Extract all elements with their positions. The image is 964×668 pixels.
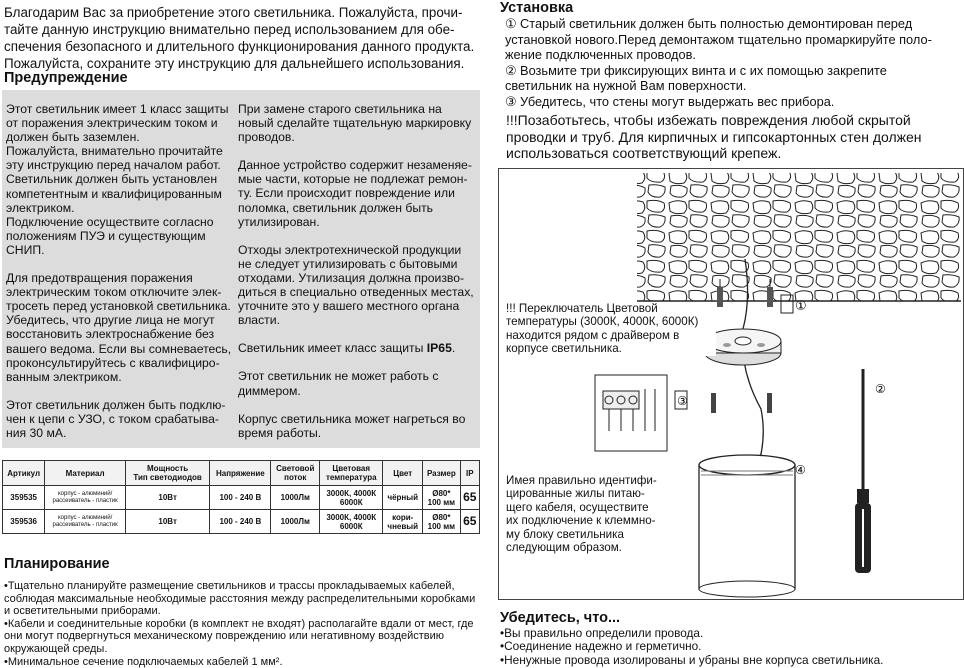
warning-paragraph bbox=[6, 271, 236, 384]
terminal-block bbox=[595, 375, 667, 451]
text-line: ② Возьмите три фиксирующих винта и с их помощью закрепите bbox=[505, 62, 887, 78]
text-line: Данное устройство содержит незаменяе- bbox=[238, 158, 472, 173]
marker-3: ③ bbox=[677, 394, 688, 408]
text-line: компетентным и квалифицированным bbox=[6, 186, 222, 201]
text-line: мые части, которые не подлежат ремон- bbox=[238, 172, 468, 187]
text-line: время работы. bbox=[238, 425, 322, 440]
warnings-column-1 bbox=[6, 102, 236, 454]
text-line: диммером. bbox=[238, 383, 301, 398]
text-line: жение подключенных проводов. bbox=[505, 47, 696, 63]
installation-steps bbox=[505, 16, 961, 110]
spec-table bbox=[2, 460, 480, 534]
text-line: светильник на нужной Вам поверхности. bbox=[505, 78, 747, 94]
text-line: восстановить электроснабжение без bbox=[6, 327, 215, 342]
spec-cell: 10Вт bbox=[125, 486, 209, 510]
ip-dot: . bbox=[451, 341, 456, 356]
marker-2: ② bbox=[875, 382, 886, 396]
marker-1: ① bbox=[795, 299, 807, 314]
text-line: Этот светильник не может работь с bbox=[238, 369, 439, 384]
text-line: •Ненужные провода изолированы и убраны вне корпуса светильника. bbox=[500, 652, 884, 667]
marker-4: ④ bbox=[795, 463, 806, 477]
warning-paragraph bbox=[238, 102, 476, 144]
text-line: следующим образом. bbox=[506, 541, 622, 555]
text-line: электриком. bbox=[6, 200, 75, 215]
text-line: Отходы электротехнической продукции bbox=[238, 242, 462, 257]
text-line: ③ Убедитесь, что стены могут выдержать вес прибора. bbox=[505, 93, 835, 109]
text-line: окружающей среды. bbox=[4, 642, 108, 655]
intro-line: тайте данную инструкцию внимательно перед использованием для обе- bbox=[4, 22, 455, 37]
spec-header-cell: Мощность Тип светодиодов bbox=[125, 461, 209, 486]
check-title: Убедитесь, что... bbox=[500, 610, 621, 626]
text-line: При замене старого светильника на bbox=[238, 102, 442, 116]
ip-value: IP65 bbox=[426, 341, 452, 356]
text-line bbox=[238, 341, 476, 355]
text-line: •Вы правильно определили провода. bbox=[500, 626, 704, 640]
text-line: утилизирован. bbox=[238, 214, 320, 229]
table-row bbox=[3, 486, 480, 510]
text-line: уточните это у вашего местного органа bbox=[238, 299, 460, 314]
text-line: цированные жилы питаю- bbox=[506, 487, 645, 501]
mounting-plate bbox=[705, 329, 781, 365]
warning-paragraph bbox=[238, 243, 476, 328]
spec-cell: корпус - алюминий/ рассеиватель - пластик bbox=[45, 486, 126, 510]
spec-table-header bbox=[3, 461, 480, 486]
spec-header-cell: Световой поток bbox=[271, 461, 320, 486]
text-line: Светильник должен быть установлен bbox=[6, 172, 218, 187]
warning-paragraph bbox=[238, 369, 476, 397]
planning-text bbox=[4, 580, 478, 668]
spec-cell: чёрный bbox=[383, 486, 423, 510]
spec-cell: 359535 bbox=[3, 486, 45, 510]
text-line: температуры (3000К, 4000К, 6000К) bbox=[506, 315, 699, 329]
text-line: новый сделайте тщательную маркировку bbox=[238, 116, 472, 131]
check-list bbox=[500, 627, 960, 667]
spec-cell: 65 bbox=[460, 486, 479, 510]
spec-cell: Ø80* 100 мм bbox=[423, 510, 461, 534]
wire-note bbox=[506, 474, 706, 554]
warnings-title: Предупреждение bbox=[4, 70, 128, 86]
text-line: должен быть заземлен. bbox=[6, 130, 140, 145]
text-line: ту. Если происходит повреждение или bbox=[238, 186, 455, 201]
fixing-screws bbox=[711, 393, 772, 413]
text-line: ① Старый светильник должен быть полностью демонтирован перед bbox=[505, 16, 913, 31]
text-line: власти. bbox=[238, 313, 280, 328]
spec-cell: кори- чневый bbox=[383, 510, 423, 534]
spec-header-cell: Артикул bbox=[3, 461, 45, 486]
planning-title: Планирование bbox=[4, 556, 110, 572]
stone-wall bbox=[637, 173, 961, 301]
text-line: •Кабели и соединительные коробки (в комплект не входят) располагайте вдали от мест, где bbox=[4, 617, 474, 630]
spec-cell: 3000К, 4000К 6000К bbox=[320, 510, 383, 534]
text-line: •Тщательно планируйте размещение светильников и трассы прокладываемых кабелей, bbox=[4, 580, 455, 592]
spec-cell: 10Вт bbox=[125, 510, 209, 534]
text-line: диться в специально отведенных местах, bbox=[238, 285, 474, 300]
intro-text bbox=[4, 4, 480, 72]
switch-note bbox=[506, 302, 716, 356]
intro-line: Благодарим Вас за приобретение этого светильника. Пожалуйста, прочи- bbox=[4, 5, 463, 20]
text-line: •Минимальное сечение подключаемых кабелей 1 мм². bbox=[4, 655, 283, 668]
installation-title: Установка bbox=[500, 0, 574, 16]
text-line: щего кабеля, осуществите bbox=[506, 500, 649, 514]
text-line: Корпус светильника может нагреться во bbox=[238, 411, 466, 426]
spec-header-cell: IP bbox=[460, 461, 479, 486]
spec-cell: 65 bbox=[460, 510, 479, 534]
text-line: поломка, светильник должен быть bbox=[238, 200, 434, 215]
spec-table-body bbox=[3, 486, 480, 534]
intro-line: спечения безопасного и длительного функционирования данного продукта. bbox=[4, 39, 475, 54]
text-line: ванным электриком. bbox=[6, 369, 122, 384]
spec-cell: Ø80* 100 мм bbox=[423, 486, 461, 510]
text-line: отходами. Утилизация должна произво- bbox=[238, 270, 465, 285]
text-line: Подключение осуществите согласно bbox=[6, 214, 214, 229]
text-line: му блоку светильника bbox=[506, 527, 624, 541]
spec-cell: 100 - 240 В bbox=[210, 486, 271, 510]
text-line: от поражения электрическим током и bbox=[6, 116, 218, 131]
warnings-box bbox=[2, 90, 480, 448]
spec-header-cell: Размер bbox=[423, 461, 461, 486]
text-line: Пожалуйста, внимательно прочитайте bbox=[6, 144, 223, 159]
warning-paragraph bbox=[238, 412, 476, 440]
text-line: они могут подвергнуться механическому повреждению или негативному воздействию bbox=[4, 630, 445, 643]
text-line: Для предотвращения поражения bbox=[6, 271, 193, 286]
text-line: электрическим током отключите элек- bbox=[6, 285, 222, 300]
intro-line: Пожалуйста, сохраните эту инструкцию для дальнейшего использования. bbox=[4, 56, 465, 71]
spec-header-cell: Материал bbox=[45, 461, 126, 486]
text-line: и осветительными приборами. bbox=[4, 605, 161, 618]
luminaire-body bbox=[699, 455, 795, 597]
text-line: !!! Переключатель Цветовой bbox=[506, 302, 658, 315]
spec-header-cell: Цветовая температура bbox=[320, 461, 383, 486]
text-line: соблюдая максимальные необходимые расстояния между распределительными коробками bbox=[4, 592, 476, 605]
text-line: их подключение к клеммно- bbox=[506, 514, 656, 528]
text-line: СНИП. bbox=[6, 242, 45, 257]
text-line: Этот светильник должен быть подклю- bbox=[6, 397, 226, 412]
text-line: эту инструкцию перед началом работ. bbox=[6, 158, 221, 173]
text-line: Убедитесь, что другие лица не могут bbox=[6, 313, 215, 328]
warnings-column-2 bbox=[238, 102, 476, 454]
text-line: корпусе светильника. bbox=[506, 342, 622, 356]
ip-class-paragraph bbox=[238, 341, 476, 355]
warning-paragraph bbox=[6, 102, 236, 257]
text-line: Имея правильно идентифи- bbox=[506, 474, 657, 487]
spec-cell: 359536 bbox=[3, 510, 45, 534]
text-line: проконсультируйтесь с квалифициро- bbox=[6, 355, 220, 370]
ip-text: Светильник имеет класс защиты bbox=[238, 341, 427, 356]
text-line: установкой нового.Перед демонтажом тщательно промаркируйте поло- bbox=[505, 31, 932, 47]
table-row bbox=[3, 510, 480, 534]
text-line: находится рядом с драйвером в bbox=[506, 328, 680, 342]
spec-cell: корпус - алюминий/ рассеиватель - пластик bbox=[45, 510, 126, 534]
text-line: !!!Позаботьтесь, чтобы избежать повреждения любой скрытой bbox=[506, 112, 911, 128]
spec-cell: 1000Лм bbox=[271, 486, 320, 510]
warning-paragraph bbox=[6, 398, 236, 440]
text-line: использоваться соответствующий крепеж. bbox=[506, 145, 782, 161]
spec-header-cell: Напряжение bbox=[210, 461, 271, 486]
text-line: не следует утилизировать с бытовыми bbox=[238, 256, 458, 271]
warning-paragraph bbox=[238, 158, 476, 228]
installation-warning bbox=[506, 112, 962, 162]
text-line: чен к цепи с УЗО, с током срабатыва- bbox=[6, 411, 219, 426]
text-line: •Соединение надежно и герметично. bbox=[500, 639, 702, 654]
text-line: тросеть перед установкой светильника. bbox=[6, 299, 231, 314]
screwdriver-icon bbox=[855, 369, 871, 573]
spec-cell: 1000Лм bbox=[271, 510, 320, 534]
text-line: Этот светильник имеет 1 класс защиты bbox=[6, 102, 229, 116]
text-line: проводки и труб. Для кирпичных и гипсокартонных стен должен bbox=[506, 128, 922, 145]
spec-cell: 3000К, 4000К 6000К bbox=[320, 486, 383, 510]
text-line: проводов. bbox=[238, 130, 295, 145]
spec-header-cell: Цвет bbox=[383, 461, 423, 486]
text-line: положениям ПУЭ и существующим bbox=[6, 228, 206, 243]
text-line: ния 30 мА. bbox=[6, 425, 67, 440]
text-line: вашего ведома. Если вы сомневаетесь, bbox=[6, 341, 232, 356]
spec-cell: 100 - 240 В bbox=[210, 510, 271, 534]
